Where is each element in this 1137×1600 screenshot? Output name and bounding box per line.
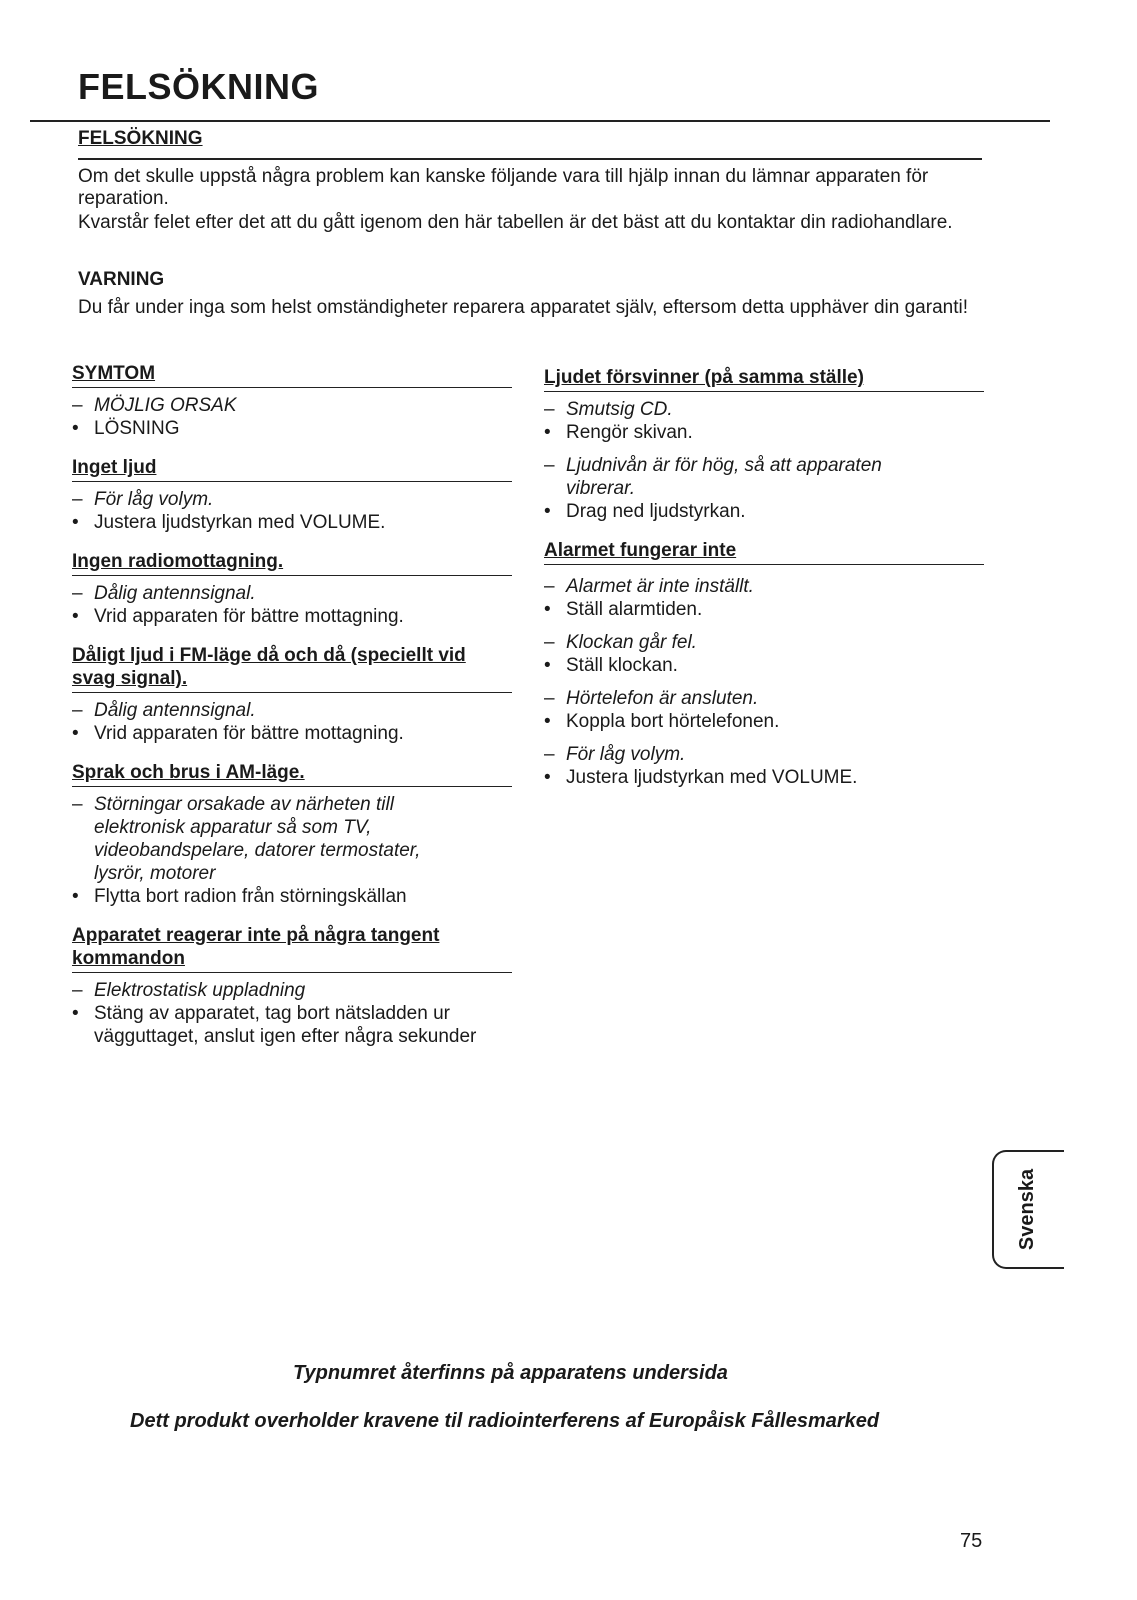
solution: • Vrid apparaten för bättre mottagning.	[72, 605, 512, 628]
possible-cause: – Smutsig CD.	[544, 398, 984, 421]
solution: • Koppla bort hörtelefonen.	[544, 710, 984, 733]
symptom-heading: Alarmet fungerar inte	[544, 539, 984, 565]
solution: • Justera ljudstyrkan med VOLUME.	[72, 511, 512, 534]
solution: • Ställ klockan.	[544, 654, 984, 677]
language-tab	[992, 1150, 1064, 1269]
legend-fix: • LÖSNING	[72, 417, 512, 440]
possible-cause: – Klockan går fel.	[544, 631, 984, 654]
solution: • Drag ned ljudstyrkan.	[544, 500, 984, 523]
symptom-heading: Inget ljud	[72, 456, 512, 482]
warning-text: Du får under inga som helst omständigheter reparera apparatet själv, eftersom detta upphäver din garanti!	[78, 297, 968, 318]
intro-paragraph-2: Kvarstår felet efter det att du gått igenom den här tabellen är det bäst att du kontaktar din radiohandlare.	[78, 212, 953, 233]
footer-model-note: Typnumret återfinns på apparatens undersida	[293, 1362, 728, 1384]
possible-cause: – För låg volym.	[72, 488, 512, 511]
section-divider	[78, 158, 982, 160]
right-column	[544, 366, 984, 789]
possible-cause: – Hörtelefon är ansluten.	[544, 687, 984, 710]
solution: • Justera ljudstyrkan med VOLUME.	[544, 766, 984, 789]
page-title: FELSÖKNING	[78, 66, 320, 107]
title-divider	[30, 120, 1050, 122]
legend-heading: SYMTOM	[72, 362, 512, 388]
symptom-heading: Ljudet försvinner (på samma ställe)	[544, 366, 984, 392]
possible-cause: – Alarmet är inte inställt.	[544, 575, 984, 598]
possible-cause: – Dålig antennsignal.	[72, 699, 512, 722]
solution: • Vrid apparaten för bättre mottagning.	[72, 722, 512, 745]
possible-cause: – Dålig antennsignal.	[72, 582, 512, 605]
intro-paragraph-1: Om det skulle uppstå några problem kan kanske följande vara till hjälp innan du lämnar apparaten för reparation.	[78, 166, 929, 209]
symptom-heading: Sprak och brus i AM-läge.	[72, 761, 512, 787]
solution: • Ställ alarmtiden.	[544, 598, 984, 621]
section-heading: FELSÖKNING	[78, 128, 203, 149]
footer-compliance-note: Dett produkt overholder kravene til radiointerferens af Europåisk Fållesmarked	[130, 1410, 880, 1432]
possible-cause: – Elektrostatisk uppladning	[72, 979, 512, 1002]
possible-cause: – Ljudnivån är för hög, så att apparaten vibrerar.	[544, 454, 956, 500]
solution: • Flytta bort radion från störningskällan	[72, 885, 512, 908]
language-tab-label: Svenska	[1016, 1168, 1039, 1250]
solution: • Stäng av apparatet, tag bort nätsladden ur vägguttaget, anslut igen efter några sekunder	[72, 1002, 514, 1048]
possible-cause: – Störningar orsakade av närheten till elektronisk apparatur så som TV, videobandspelare, datorer termostater, lysrör, motorer	[72, 793, 474, 885]
solution: • Rengör skivan.	[544, 421, 984, 444]
symptom-heading: Dåligt ljud i FM-läge då och då (speciellt vid svag signal).	[72, 644, 512, 693]
possible-cause: – För låg volym.	[544, 743, 984, 766]
page-number: 75	[960, 1530, 983, 1552]
legend-cause: – MÖJLIG ORSAK	[72, 394, 512, 417]
left-column	[72, 362, 512, 1048]
symptom-heading: Ingen radiomottagning.	[72, 550, 512, 576]
symptom-heading: Apparatet reagerar inte på några tangent kommandon	[72, 924, 512, 973]
warning-heading: VARNING	[78, 269, 165, 290]
